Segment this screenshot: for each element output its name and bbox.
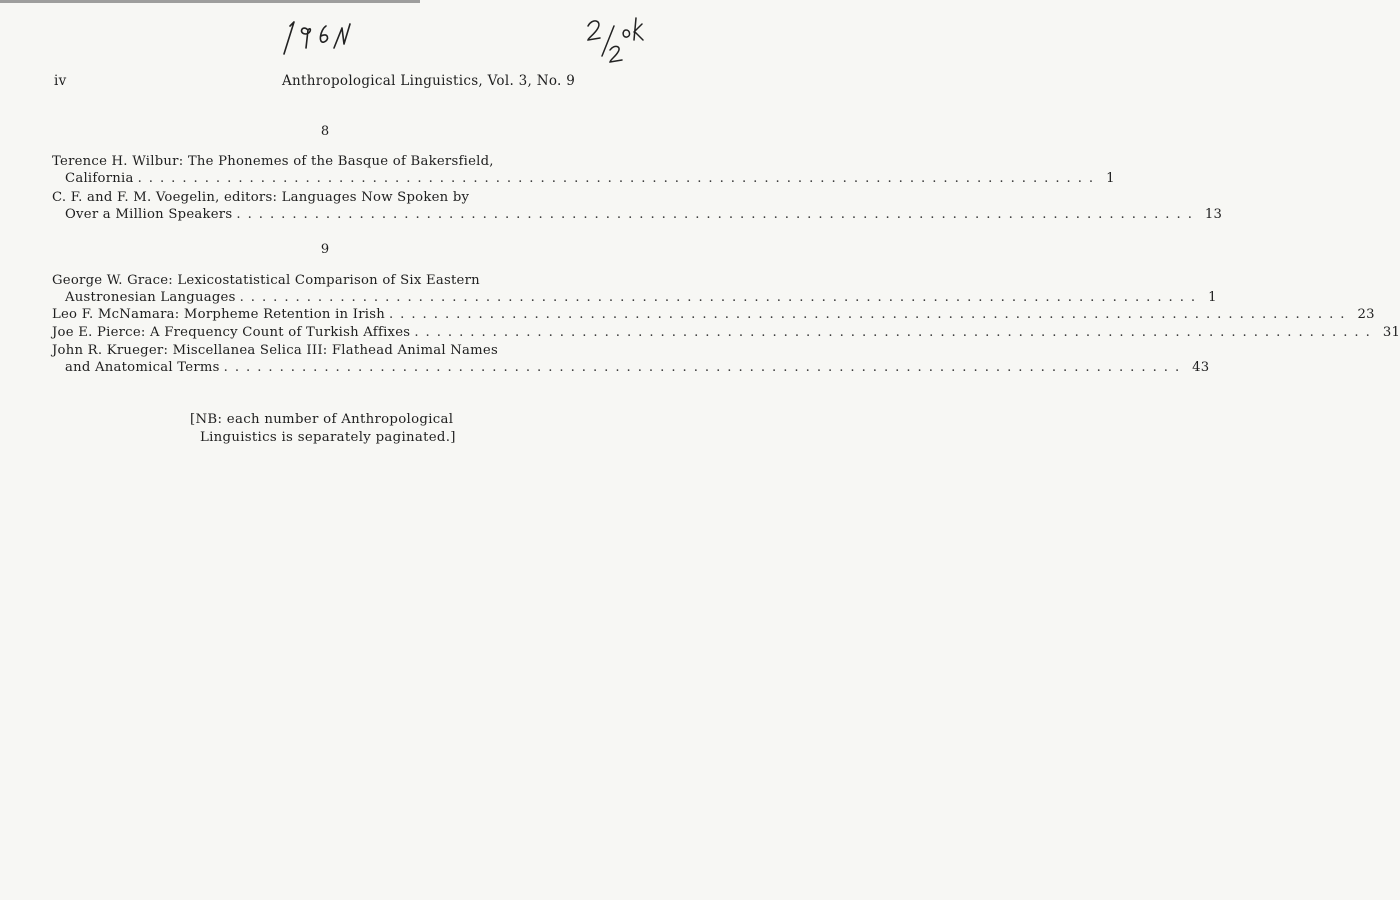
entry-line-2: California bbox=[65, 171, 134, 186]
entry-page-number: 1 bbox=[1106, 171, 1115, 186]
dot-leader: ...................................................................................... bbox=[223, 360, 1187, 375]
toc-entry bbox=[52, 306, 1375, 323]
running-title: Anthropological Linguistics, Vol. 3, No. 9 bbox=[282, 73, 576, 89]
note-line-2: Linguistics is separately paginated.] bbox=[200, 430, 456, 445]
dot-leader: ...................................................................................... bbox=[239, 290, 1203, 305]
entry-page-number: 43 bbox=[1192, 360, 1210, 375]
entry-page-number: 13 bbox=[1204, 207, 1223, 222]
issue-number-heading: 9 bbox=[320, 242, 330, 257]
entry-line-1: John R. Krueger: Miscellanea Selica III: Flathead Animal Names bbox=[52, 343, 498, 358]
dot-leader: ...................................................................................... bbox=[236, 207, 1199, 222]
note-line-1: [NB: each number of Anthropological bbox=[190, 412, 454, 427]
page-folio: iv bbox=[54, 73, 67, 89]
issue-number-heading: 8 bbox=[320, 124, 330, 139]
pagination-note bbox=[190, 411, 456, 447]
entry-line-1: George W. Grace: Lexicostatistical Comparison of Six Eastern bbox=[52, 273, 480, 288]
handwritten-year-annotation bbox=[278, 18, 358, 60]
entry-line-2: and Anatomical Terms bbox=[65, 360, 220, 375]
entry-line-1: Terence H. Wilbur: The Phonemes of the Basque of Bakersfield, bbox=[52, 154, 494, 169]
dot-leader: ...................................................................................... bbox=[388, 307, 1352, 322]
entry-line-2: Joe E. Pierce: A Frequency Count of Turkish Affixes bbox=[52, 325, 411, 340]
entry-line-2: Over a Million Speakers bbox=[65, 207, 233, 222]
entry-page-number: 23 bbox=[1357, 307, 1375, 322]
toc-entry bbox=[52, 272, 1217, 306]
dot-leader: ...................................................................................... bbox=[137, 171, 1101, 186]
toc-entry bbox=[52, 342, 1210, 376]
scan-edge-rule bbox=[0, 0, 420, 3]
entry-page-number: 1 bbox=[1208, 290, 1217, 305]
entry-line-2: Leo F. McNamara: Morpheme Retention in Irish bbox=[52, 307, 385, 322]
entry-line-2: Austronesian Languages bbox=[65, 290, 236, 305]
dot-leader: ...................................................................................... bbox=[414, 325, 1377, 340]
toc-entry bbox=[52, 153, 1115, 187]
entry-line-1: C. F. and F. M. Voegelin, editors: Languages Now Spoken by bbox=[52, 190, 470, 205]
entry-page-number: 31 bbox=[1382, 325, 1400, 340]
toc-entry bbox=[52, 189, 1223, 223]
handwritten-check-annotation bbox=[584, 16, 650, 64]
toc-entry bbox=[52, 324, 1400, 341]
